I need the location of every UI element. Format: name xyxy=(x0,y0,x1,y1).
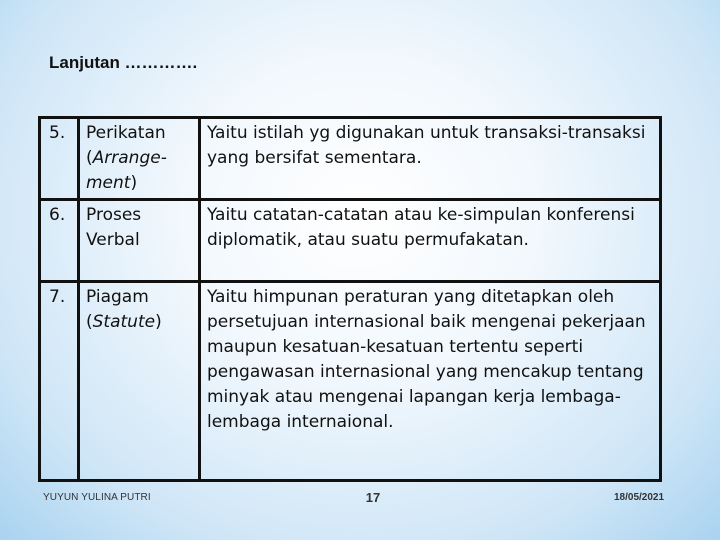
slide-title: Lanjutan …………. xyxy=(49,53,198,72)
term-sub: Verbal xyxy=(86,230,140,250)
row-term xyxy=(79,118,200,200)
row-description: Yaitu catatan-catatan atau ke-simpulan konferensi diplomatik, atau suatu permufakatan. xyxy=(200,200,661,282)
table-row xyxy=(40,282,661,481)
term-sub: (Statute) xyxy=(86,312,162,332)
row-number: 5. xyxy=(40,118,79,200)
table-row xyxy=(40,118,661,200)
definitions-table xyxy=(38,116,662,482)
row-description: Yaitu himpunan peraturan yang ditetapkan oleh persetujuan internasional baik mengenai pekerjaan maupun kesatuan-kesatuan tertentu seperti pengawasan internasional yang mencakup tentang minyak atau mengenai lapangan kerja lembaga-lembaga internaional. xyxy=(200,282,661,481)
term-sub: (Arrange- xyxy=(86,148,167,168)
row-number: 6. xyxy=(40,200,79,282)
row-term xyxy=(79,282,200,481)
footer-author: YUYUN YULINA PUTRI xyxy=(43,492,151,503)
row-description: Yaitu istilah yg digunakan untuk transaksi-transaksi yang bersifat sementara. xyxy=(200,118,661,200)
table-row xyxy=(40,200,661,282)
term-sub-cont: ment) xyxy=(86,173,138,193)
term-main: Perikatan xyxy=(86,123,166,143)
term-main: Proses xyxy=(86,205,142,225)
term-main: Piagam xyxy=(86,287,149,307)
footer-date: 18/05/2021 xyxy=(614,492,665,503)
row-number: 7. xyxy=(40,282,79,481)
page-number: 17 xyxy=(365,490,381,505)
row-term xyxy=(79,200,200,282)
